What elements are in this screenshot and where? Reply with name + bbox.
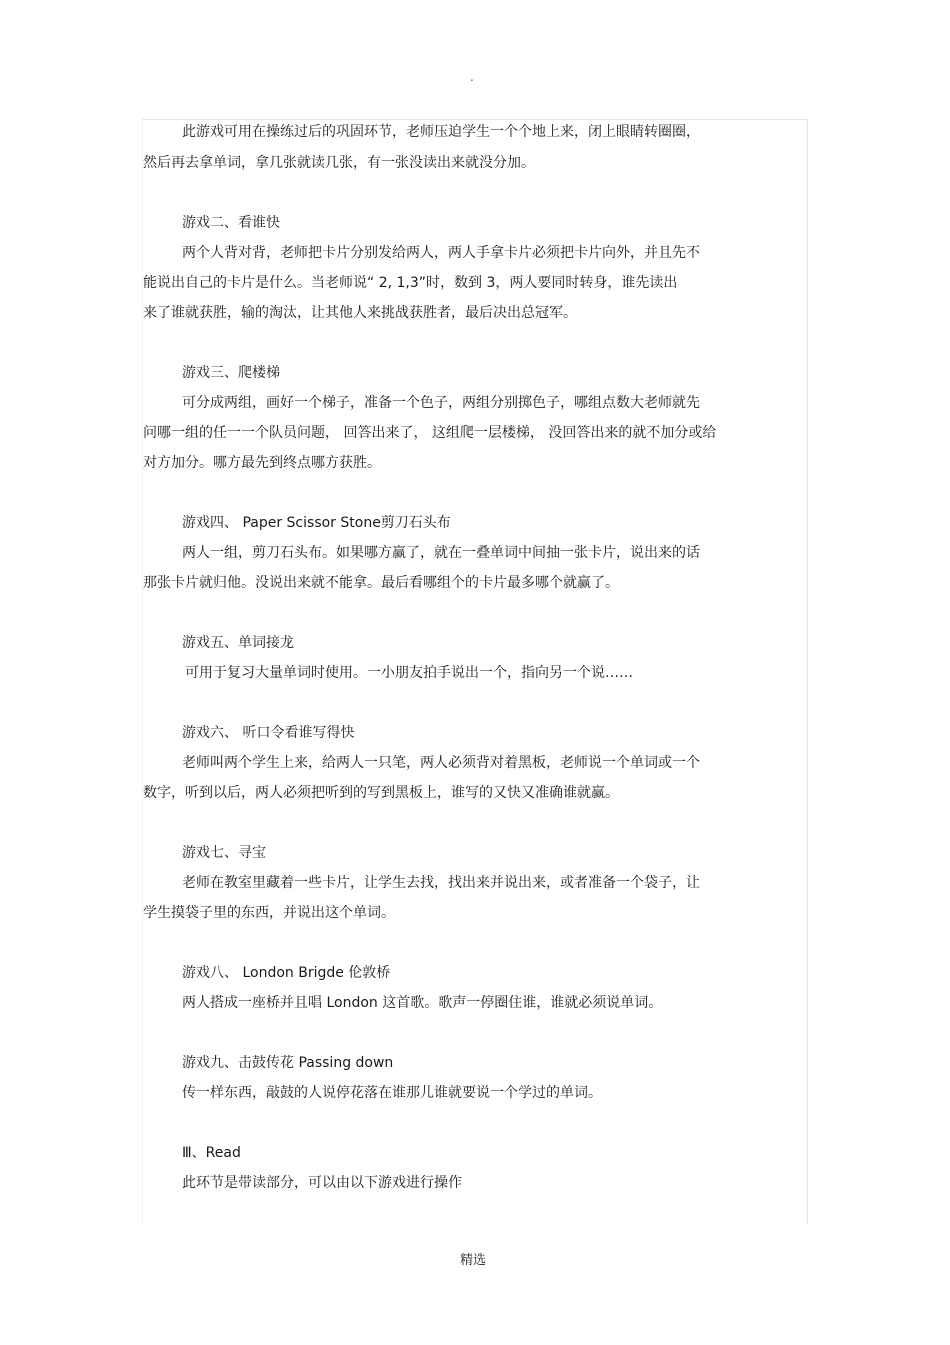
text-line: 来了谁就获胜，输的淘汰，让其他人来挑战获胜者，最后决出总冠军。 [143, 305, 577, 321]
text-line: 能说出自己的卡片是什么。当老师说“ 2, 1,3”时，数到 3，两人要同时转身，谁先读出 [143, 275, 678, 291]
text-line: 然后再去拿单词，拿几张就读几张，有一张没读出来就没分加。 [143, 155, 535, 171]
text-line: 游戏四、 Paper Scissor Stone剪刀石头布 [182, 515, 451, 531]
text-line: Ⅲ、Read [182, 1145, 241, 1161]
text-line: 此环节是带读部分，可以由以下游戏进行操作 [182, 1175, 462, 1191]
text-line: 两人一组，剪刀石头布。如果哪方赢了，就在一叠单词中间抽一张卡片，说出来的话 [182, 545, 700, 561]
text-line: 可用于复习大量单词时使用。一小朋友拍手说出一个，指向另一个说…… [185, 665, 633, 681]
text-line: 游戏九、击鼓传花 Passing down [182, 1055, 394, 1071]
page-footer: 精选 [460, 1253, 487, 1268]
text-line: 老师在教室里藏着一些卡片，让学生去找，找出来并说出来，或者准备一个袋子，让 [182, 875, 700, 891]
text-line: 此游戏可用在操练过后的巩固环节，老师压迫学生一个个地上来，闭上眼睛转圈圈， [182, 124, 700, 140]
page-header-dot: . [470, 70, 474, 84]
text-line: 两人搭成一座桥并且唱 London 这首歌。歌声一停圈住谁，谁就必须说单词。 [182, 995, 663, 1011]
text-line: 数字，听到以后，两人必须把听到的写到黑板上，谁写的又快又准确谁就赢。 [143, 785, 619, 801]
text-line: 对方加分。哪方最先到终点哪方获胜。 [143, 455, 381, 471]
text-line: 问哪一组的任一一个队员问题， 回答出来了， 这组爬一层楼梯， 没回答出来的就不加分或给 [143, 425, 717, 441]
text-line: 游戏三、爬楼梯 [182, 365, 280, 381]
text-line: 可分成两组，画好一个梯子，准备一个色子，两组分别掷色子，哪组点数大老师就先 [182, 395, 700, 411]
text-line: 两个人背对背，老师把卡片分别发给两人，两人手拿卡片必须把卡片向外，并且先不 [182, 245, 700, 261]
text-line: 游戏八、 London Brigde 伦敦桥 [182, 965, 391, 981]
text-line: 游戏六、 听口令看谁写得快 [182, 725, 355, 741]
text-line: 传一样东西，敲鼓的人说停花落在谁那儿谁就要说一个学过的单词。 [182, 1085, 602, 1101]
text-line: 那张卡片就归他。没说出来就不能拿。最后看哪组个的卡片最多哪个就赢了。 [143, 575, 619, 591]
text-line: 老师叫两个学生上来，给两人一只笔，两人必须背对着黑板，老师说一个单词或一个 [182, 755, 700, 771]
text-line: 游戏七、寻宝 [182, 845, 266, 861]
text-line: 学生摸袋子里的东西，并说出这个单词。 [143, 905, 395, 921]
text-line: 游戏五、单词接龙 [182, 635, 294, 651]
text-line: 游戏二、看谁快 [182, 215, 280, 231]
